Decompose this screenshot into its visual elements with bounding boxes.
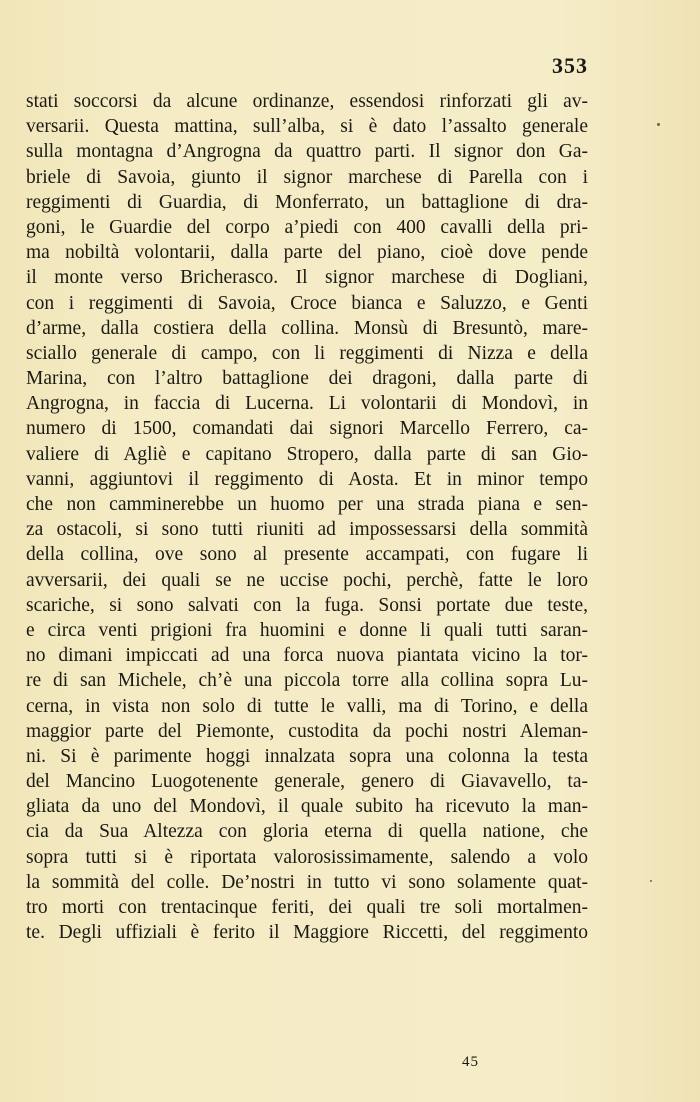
- text-line: Angrogna, in faccia di Lucerna. Li volontarii di Mondovì, in: [26, 393, 588, 415]
- text-line: d’arme, dalla costiera della collina. Monsù di Bresuntò, mare-: [26, 317, 588, 339]
- text-line: za ostacoli, si sono tutti riuniti ad impossessarsi della sommità: [26, 519, 588, 541]
- text-line: il monte verso Bricherasco. Il signor marchese di Dogliani,: [26, 267, 588, 289]
- text-line: stati soccorsi da alcune ordinanze, essendosi rinforzati gli av-: [26, 91, 588, 112]
- text-line: che non camminerebbe un huomo per una strada piana e sen-: [26, 494, 588, 515]
- text-line: ni. Si è parimente hoggi innalzata sopra una colonna la testa: [26, 745, 588, 767]
- text-line: briele di Savoia, giunto il signor marchese di Parella con i: [26, 166, 588, 188]
- text-line: maggior parte del Piemonte, custodita da pochi nostri Aleman-: [26, 720, 588, 742]
- signature-mark: 45: [462, 1054, 479, 1070]
- text-line: la sommità del colle. De’nostri in tutto vi sono solamente quat-: [26, 871, 588, 893]
- text-line: valiere di Agliè e capitano Stropero, dalla parte di san Gio-: [26, 443, 588, 465]
- text-line: del Mancino Luogotenente generale, genero di Giavavello, ta-: [26, 771, 588, 793]
- text-line: te. Degli uffiziali è ferito il Maggiore Riccetti, del reggimento: [26, 922, 588, 944]
- text-line: ma nobiltà volontarii, dalla parte del piano, cioè dove pende: [26, 242, 588, 264]
- text-line: sulla montagna d’Angrogna da quattro parti. Il signor don Ga-: [26, 141, 588, 163]
- text-line: vanni, aggiuntovi il reggimento di Aosta. Et in minor tempo: [26, 468, 588, 490]
- text-line: avversarii, dei quali se ne uccise pochi, perchè, fatte le loro: [26, 569, 588, 591]
- text-line: Marina, con l’altro battaglione dei dragoni, dalla parte di: [26, 368, 588, 390]
- text-line: cerna, in vista non solo di tutte le valli, ma di Torino, e della: [26, 695, 588, 717]
- text-line: versarii. Questa mattina, sull’alba, si è dato l’assalto generale: [26, 116, 588, 138]
- text-line: cia da Sua Altezza con gloria eterna di quella natione, che: [26, 821, 588, 843]
- text-line: con i reggimenti di Savoia, Croce bianca e Saluzzo, e Genti: [26, 292, 588, 314]
- page-number: 353: [552, 53, 588, 78]
- speck-mark: [657, 123, 660, 126]
- text-line: re di san Michele, ch’è una piccola torre alla collina sopra Lu-: [26, 670, 588, 692]
- text-line: sopra tutti si è riportata valorosissimamente, salendo a volo: [26, 846, 588, 868]
- text-line: reggimenti di Guardia, di Monferrato, un battaglione di dra-: [26, 191, 588, 213]
- speck-mark: [650, 880, 652, 882]
- text-line: goni, le Guardie del corpo a’piedi con 400 cavalli della pri-: [26, 216, 588, 238]
- text-line: numero di 1500, comandati dai signori Marcello Ferrero, ca-: [26, 418, 588, 440]
- text-line: sciallo generale di campo, con li reggimenti di Nizza e della: [26, 342, 588, 364]
- text-line: della collina, ove sono al presente accampati, con fugare li: [26, 544, 588, 566]
- text-line: e circa venti prigioni fra huomini e donne li quali tutti saran-: [26, 619, 588, 641]
- text-line: gliata da uno del Mondovì, il quale subito ha ricevuto la man-: [26, 796, 588, 818]
- text-line: no dimani impiccati ad una forca nuova piantata vicino la tor-: [26, 645, 588, 667]
- text-line: scariche, si sono salvati con la fuga. Sonsi portate due teste,: [26, 594, 588, 616]
- body-text: [26, 89, 588, 945]
- text-line: tro morti con trentacinque feriti, dei quali tre soli mortalmen-: [26, 897, 588, 918]
